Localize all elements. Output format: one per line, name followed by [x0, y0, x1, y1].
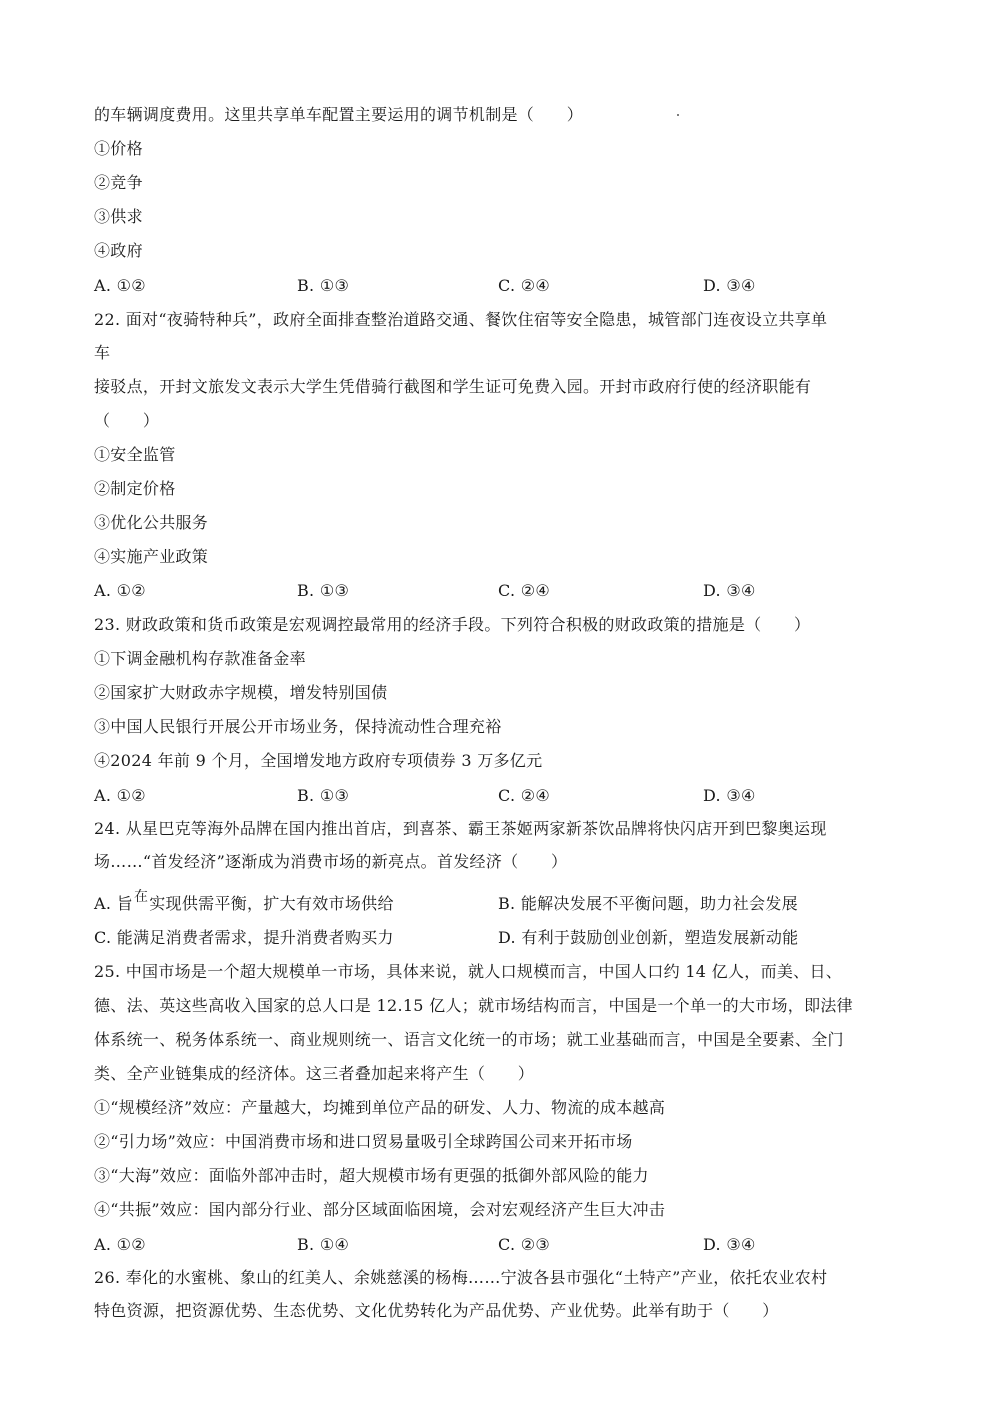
q22-option-b[interactable]: B. ①③	[297, 581, 350, 600]
q25-item-4: ④“共振”效应：国内部分行业、部分区域面临困境，会对宏观经济产生巨大冲击	[94, 1200, 666, 1219]
q23-option-b[interactable]: B. ①③	[297, 786, 350, 805]
q25-stem-line-3: 体系统一、税务体系统一、商业规则统一、语言文化统一的市场；就工业基础而言，中国是全要素、全门	[94, 1030, 844, 1049]
q21-item-3: ③供求	[94, 207, 143, 226]
q24-option-a[interactable]	[94, 889, 394, 916]
q25-option-a[interactable]: A. ①②	[94, 1235, 146, 1254]
q25-item-1: ①“规模经济”效应：产量越大，均摊到单位产品的研发、人力、物流的成本越高	[94, 1098, 666, 1117]
q22-option-a[interactable]: A. ①②	[94, 581, 146, 600]
q22-stem-line-3: 接驳点，开封文旅发文表示大学生凭借骑行截图和学生证可免费入园。开封市政府行使的经济职能有	[94, 377, 812, 396]
q25-item-2: ②“引力场”效应：中国消费市场和进口贸易量吸引全球跨国公司来开拓市场	[94, 1132, 633, 1151]
q21-option-b[interactable]: B. ①③	[297, 276, 350, 295]
q23-item-4: ④2024 年前 9 个月，全国增发地方政府专项债券 3 万多亿元	[94, 751, 543, 770]
scan-speck	[677, 114, 679, 116]
q21-item-1: ①价格	[94, 139, 143, 158]
q26-stem-line-1: 26. 奉化的水蜜桃、象山的红美人、余姚慈溪的杨梅……宁波各县市强化“土特产”产业，依托农业农村	[94, 1268, 828, 1287]
q22-item-3: ③优化公共服务	[94, 513, 209, 532]
q25-option-c[interactable]: C. ②③	[498, 1235, 551, 1254]
q26-stem-line-2: 特色资源，把资源优势、生态优势、文化优势转化为产品优势、产业优势。此举有助于（ ）	[94, 1301, 779, 1320]
q22-option-d[interactable]: D. ③④	[703, 581, 756, 600]
q23-option-d[interactable]: D. ③④	[703, 786, 756, 805]
q25-option-d[interactable]: D. ③④	[703, 1235, 756, 1254]
q22-stem-line-1: 22. 面对“夜骑特种兵”，政府全面排查整治道路交通、餐饮住宿等安全隐患，城管部门连夜设立共享单	[94, 310, 828, 329]
q24-option-d[interactable]: D. 有利于鼓励创业创新，塑造发展新动能	[498, 928, 799, 947]
q24-stem-line-2: 场……“首发经济”逐渐成为消费市场的新亮点。首发经济（ ）	[94, 852, 568, 871]
q25-stem-line-2: 德、法、英这些高收入国家的总人口是 12.15 亿人；就市场结构而言，中国是一个单一的大市场，即法律	[94, 996, 853, 1015]
q21-item-2: ②竞争	[94, 173, 143, 192]
q25-stem-line-4: 类、全产业链集成的经济体。这三者叠加起来将产生（ ）	[94, 1064, 535, 1083]
q23-item-3: ③中国人民银行开展公开市场业务，保持流动性合理充裕	[94, 717, 502, 736]
q23-option-a[interactable]: A. ①②	[94, 786, 146, 805]
q24-option-c[interactable]: C. 能满足消费者需求，提升消费者购买力	[94, 928, 394, 947]
q21-option-a[interactable]: A. ①②	[94, 276, 146, 295]
q23-item-2: ②国家扩大财政赤字规模，增发特别国债	[94, 683, 388, 702]
q24-option-b[interactable]: B. 能解决发展不平衡问题，助力社会发展	[498, 894, 798, 913]
q21-option-d[interactable]: D. ③④	[703, 276, 756, 295]
q25-option-b[interactable]: B. ①④	[297, 1235, 350, 1254]
q22-stem-line-2: 车	[94, 343, 111, 362]
q21-option-c[interactable]: C. ②④	[498, 276, 551, 295]
q22-item-4: ④实施产业政策	[94, 547, 209, 566]
q24-option-a-text: 实现供需平衡，扩大有效市场供给	[149, 894, 394, 913]
q23-option-c[interactable]: C. ②④	[498, 786, 551, 805]
q25-item-3: ③“大海”效应：面临外部冲击时，超大规模市场有更强的抵御外部风险的能力	[94, 1166, 649, 1185]
q22-stem-line-4: （ ）	[94, 411, 160, 430]
q24-option-a-raised-char: 在	[133, 889, 149, 905]
q23-stem-line-1: 23. 财政政策和货币政策是宏观调控最常用的经济手段。下列符合积极的财政政策的措施是（ ）	[94, 615, 811, 634]
q21-item-4: ④政府	[94, 241, 143, 260]
q23-item-1: ①下调金融机构存款准备金率	[94, 649, 306, 668]
q22-item-1: ①安全监管	[94, 445, 176, 464]
q22-item-2: ②制定价格	[94, 479, 176, 498]
q25-stem-line-1: 25. 中国市场是一个超大规模单一市场，具体来说，就人口规模而言，中国人口约 14 亿人，而美、日、	[94, 962, 843, 981]
q24-stem-line-1: 24. 从星巴克等海外品牌在国内推出首店，到喜茶、霸王茶姬两家新茶饮品牌将快闪店开到巴黎奥运现	[94, 819, 827, 838]
q21-stem: 的车辆调度费用。这里共享单车配置主要运用的调节机制是（ ）	[94, 105, 584, 124]
q24-option-a-prefix: A. 旨	[94, 894, 133, 913]
q22-option-c[interactable]: C. ②④	[498, 581, 551, 600]
